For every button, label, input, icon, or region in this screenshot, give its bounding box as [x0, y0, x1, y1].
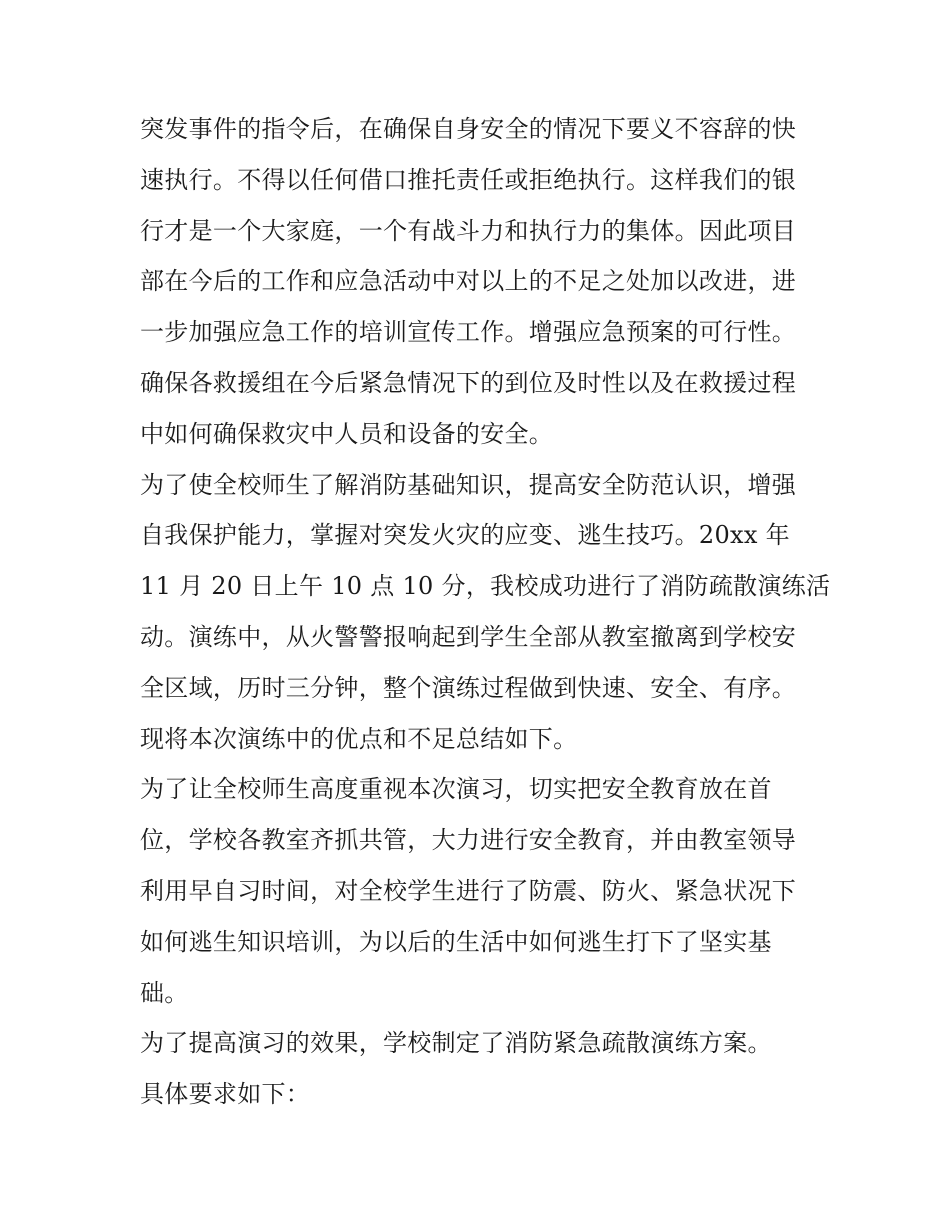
text-line: 突发事件的指令后，在确保自身安全的情况下要义不容辞的快 [140, 115, 797, 143]
text-line: 础。 [140, 978, 189, 1007]
text-line: 一步加强应急工作的培训宣传工作。增强应急预案的可行性。 [140, 318, 797, 347]
text-line: 利用早自习时间，对全校学生进行了防震、防火、紧急状况下 [140, 876, 797, 905]
text-line: 位，学校各教室齐抓共管，大力进行安全教育，并由教室领导 [140, 826, 797, 855]
text-line: 全区域，历时三分钟，整个演练过程做到快速、安全、有序。 [140, 673, 797, 702]
text-line: 动。演练中，从火警警报响起到学生全部从教室撤离到学校安 [140, 622, 797, 651]
text-line: 行才是一个大家庭，一个有战斗力和执行力的集体。因此项目 [140, 216, 797, 245]
text-line: 为了提高演习的效果，学校制定了消防紧急疏散演练方案。 [140, 1029, 772, 1058]
text-line: 部在今后的工作和应急活动中对以上的不足之处加以改进，进 [140, 267, 797, 296]
text-line: 速执行。不得以任何借口推托责任或拒绝执行。这样我们的银 [140, 165, 797, 194]
text-line: 为了让全校师生高度重视本次演习，切实把安全教育放在首 [140, 775, 772, 804]
text-line: 自我保护能力，掌握对突发火灾的应变、逃生技巧。20xx 年 [140, 521, 790, 550]
text-line: 为了使全校师生了解消防基础知识，提高安全防范认识，增强 [140, 470, 797, 499]
text-line: 现将本次演练中的优点和不足总结如下。 [140, 724, 578, 753]
text-line: 具体要求如下： [140, 1080, 311, 1109]
text-line: 如何逃生知识培训，为以后的生活中如何逃生打下了坚实基 [140, 927, 772, 956]
text-line: 确保各救援组在今后紧急情况下的到位及时性以及在救援过程 [140, 368, 797, 397]
text-line: 中如何确保救灾中人员和设备的安全。 [140, 419, 554, 448]
text-line: 11 月 20 日上午 10 点 10 分，我校成功进行了消防疏散演练活 [140, 572, 831, 601]
body-text [140, 104, 830, 1120]
